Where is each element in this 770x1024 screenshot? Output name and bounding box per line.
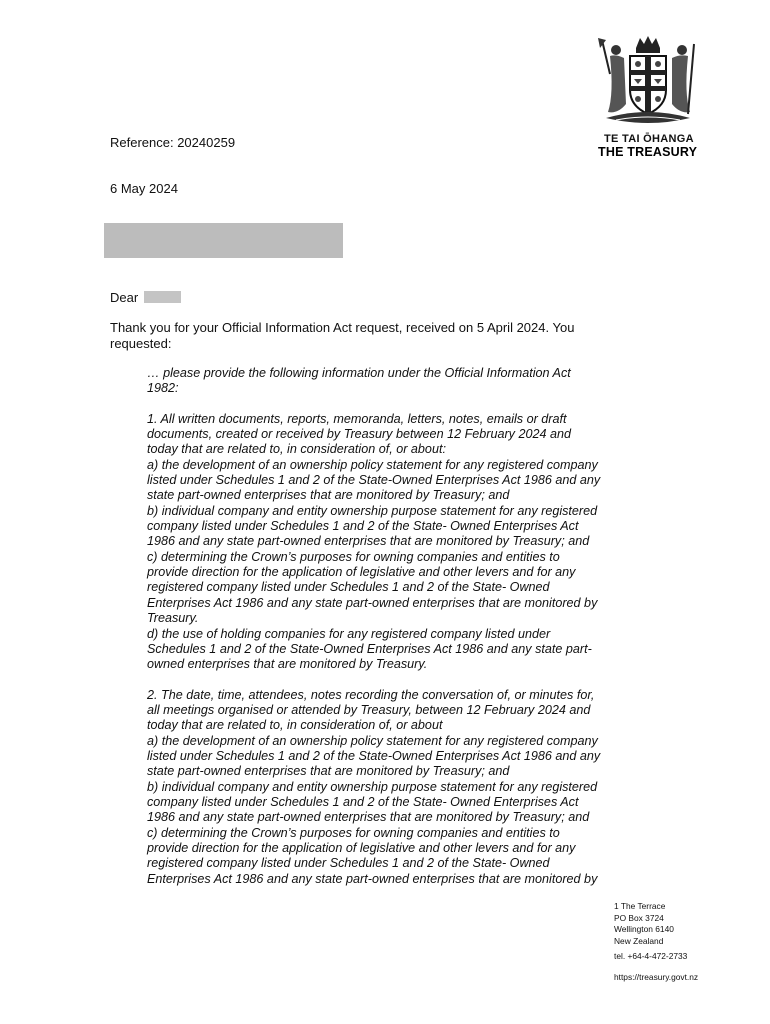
quote-line: Treasury.: [147, 611, 199, 626]
nz-coat-of-arms-icon: [596, 34, 700, 130]
quote-line: c) determining the Crown’s purposes for owning companies and entities to: [147, 549, 560, 564]
quote-line: provide direction for the application of legislative and other levers and for any: [147, 565, 576, 580]
quote-line: Enterprises Act 1986 and any state part-owned enterprises that are monitored by: [147, 871, 598, 886]
quote-line: state part-owned enterprises that are monitored by Treasury; and: [147, 488, 510, 503]
quote-line: company listed under Schedules 1 and 2 of the State- Owned Enterprises Act: [147, 519, 579, 534]
reference-number: Reference: 20240259: [110, 135, 236, 150]
quote-line: today that are related to, in consideration of, or about:: [147, 442, 446, 457]
quote-line: Schedules 1 and 2 of the State-Owned Enterprises Act 1986 and any state part-: [147, 641, 592, 656]
quote-line: b) individual company and entity ownership purpose statement for any registered: [147, 779, 598, 794]
paragraph-gap: [147, 673, 667, 688]
intro-line: Thank you for your Official Information Act request, received on 5 April 2024. You: [110, 320, 575, 335]
redacted-recipient-name: [144, 291, 181, 303]
quote-line: 1. All written documents, reports, memoranda, letters, notes, emails or draft: [147, 411, 567, 426]
org-name-english: THE TREASURY: [598, 145, 698, 159]
quote-line: owned enterprises that are monitored by Treasury.: [147, 657, 428, 672]
address-line: New Zealand: [614, 935, 664, 946]
quote-line: c) determining the Crown’s purposes for owning companies and entities to: [147, 825, 560, 840]
quote-line: company listed under Schedules 1 and 2 of the State- Owned Enterprises Act: [147, 794, 579, 809]
quote-line: registered company listed under Schedules 1 and 2 of the State- Owned: [147, 856, 550, 871]
address-line: PO Box 3724: [614, 912, 664, 923]
quote-line: Enterprises Act 1986 and any state part-owned enterprises that are monitored by: [147, 595, 598, 610]
quote-line: 1986 and any state part-owned enterprises that are monitored by Treasury; and: [147, 810, 590, 825]
quote-line: b) individual company and entity ownership purpose statement for any registered: [147, 503, 598, 518]
intro-paragraph: [110, 320, 640, 352]
letter-date: 6 May 2024: [110, 181, 178, 196]
quote-line: registered company listed under Schedules 1 and 2 of the State- Owned: [147, 580, 550, 595]
quote-line: state part-owned enterprises that are monitored by Treasury; and: [147, 764, 510, 779]
quote-line: all meetings organised or attended by Treasury, between 12 February 2024 and: [147, 702, 591, 717]
quote-line: … please provide the following information under the Official Information Act: [147, 366, 571, 380]
footer-contact: [614, 901, 698, 983]
paragraph-gap: [147, 397, 667, 412]
address-line: 1 The Terrace: [614, 901, 666, 911]
quote-line: listed under Schedules 1 and 2 of the State-Owned Enterprises Act 1986 and any: [147, 748, 601, 763]
telephone: tel. +64-4-472-2733: [614, 951, 688, 961]
redacted-recipient-address: [104, 223, 343, 258]
quote-line: provide direction for the application of legislative and other levers and for any: [147, 840, 576, 855]
quote-line: d) the use of holding companies for any registered company listed under: [147, 626, 551, 641]
quote-line: documents, created or received by Treasury between 12 February 2024 and: [147, 427, 571, 442]
quote-line: 1986 and any state part-owned enterprises that are monitored by Treasury; and: [147, 534, 590, 549]
intro-line: requested:: [110, 336, 172, 351]
quote-line: a) the development of an ownership policy statement for any registered company: [147, 733, 598, 748]
quote-line: 2. The date, time, attendees, notes recording the conversation of, or minutes for,: [147, 687, 595, 702]
salutation-text: Dear: [110, 290, 139, 305]
quote-line: today that are related to, in consideration of, or about: [147, 718, 443, 733]
salutation: [110, 290, 181, 305]
org-name-maori: TE TAI ŌHANGA: [604, 133, 694, 145]
quote-line: listed under Schedules 1 and 2 of the State-Owned Enterprises Act 1986 and any: [147, 473, 601, 488]
request-quote: [147, 366, 667, 887]
quote-line: 1982:: [147, 381, 179, 396]
quote-line: a) the development of an ownership policy statement for any registered company: [147, 457, 598, 472]
address-line: Wellington 6140: [614, 924, 674, 934]
website-link[interactable]: https://treasury.govt.nz: [614, 971, 699, 982]
